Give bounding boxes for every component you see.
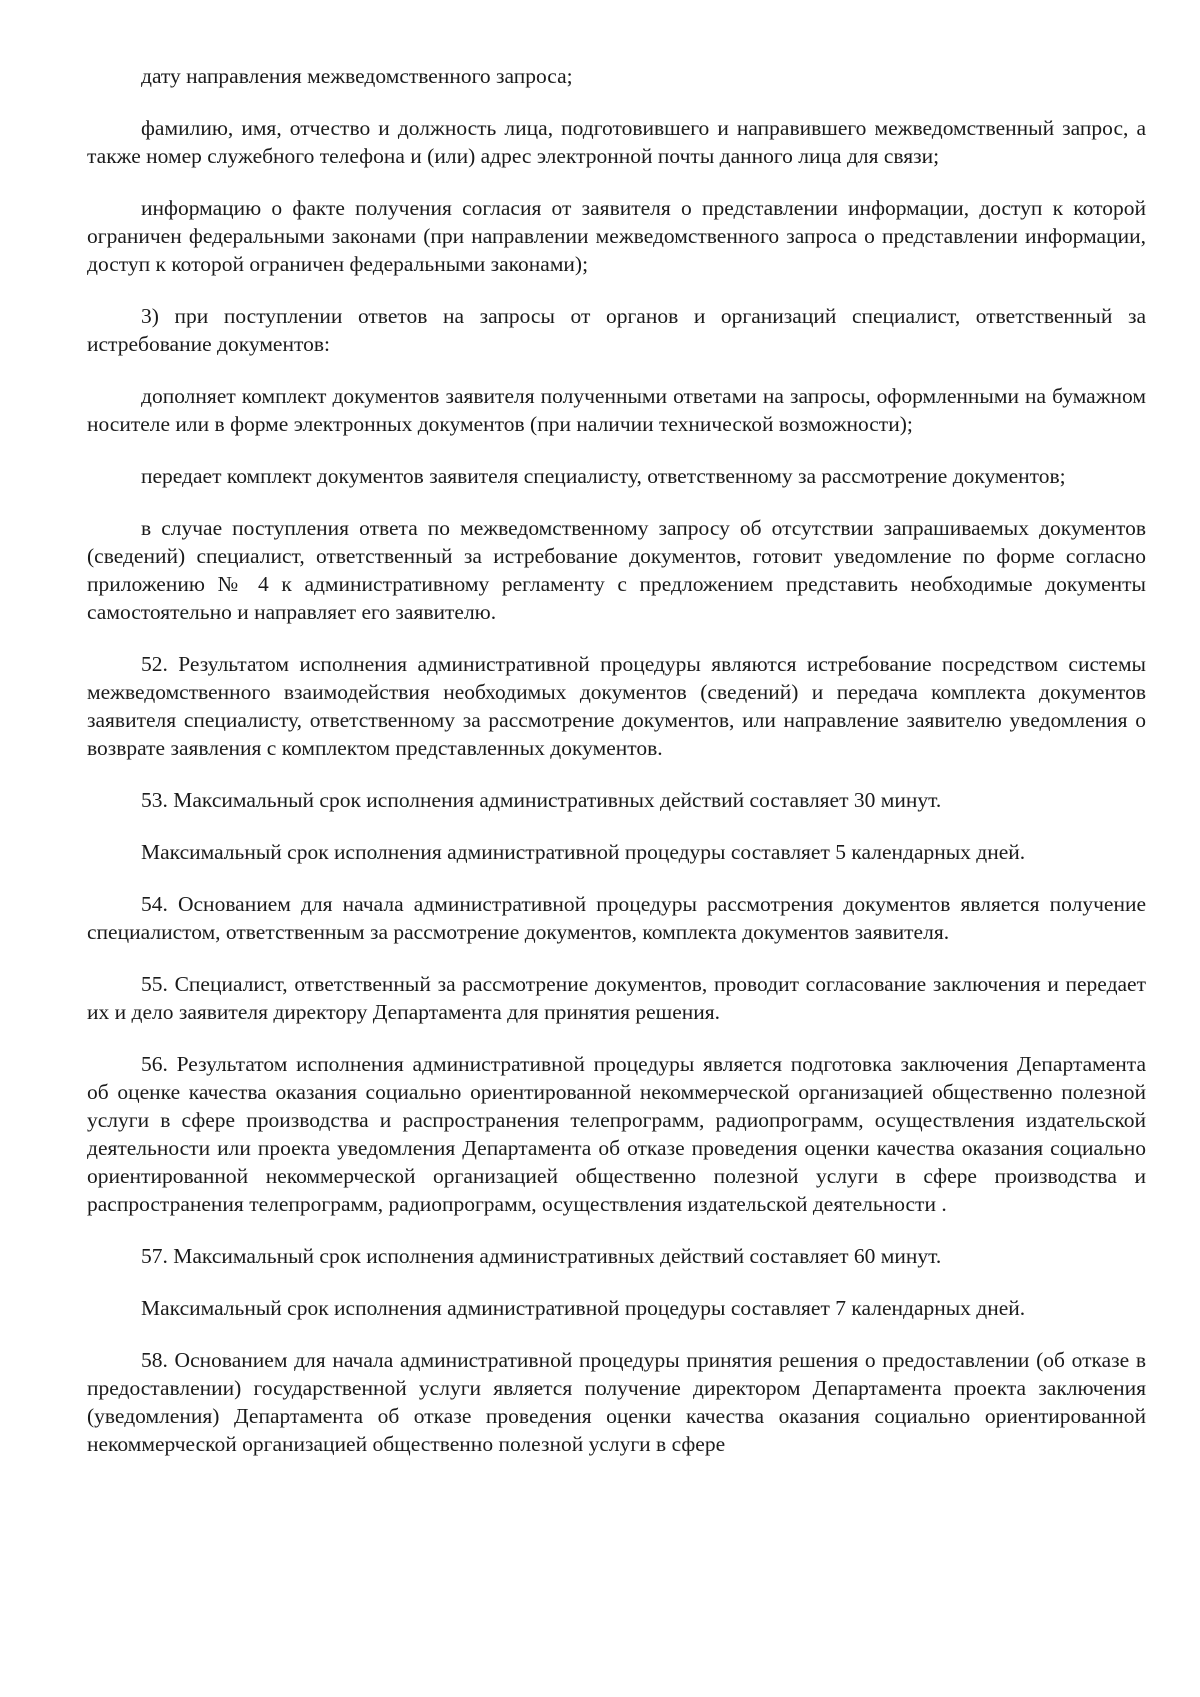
document-page (87, 62, 1146, 1482)
paragraph-consent-info: информацию о факте получения согласия от заявителя о представлении информации, доступ к которой ограничен федеральными законами (при направлении межведомственного запроса о представлении информации, доступ к которой ограничен федеральными законами); (87, 196, 1146, 276)
paragraph-missing-documents: в случае поступления ответа по межведомственному запросу об отсутствии запрашиваемых документов (сведений) специалист, ответственный за истребование документов, готовит уведомление по форме согласно приложению № 4 к административному регламенту с предложением представить необходимые документы самостоятельно и направляет его заявителю. (87, 516, 1146, 624)
paragraph-53: 53. Максимальный срок исполнения административных действий составляет 30 минут. (141, 788, 942, 812)
paragraph-request-date: дату направления межведомственного запроса; (141, 64, 573, 88)
paragraph-complete-set: дополняет комплект документов заявителя полученными ответами на запросы, оформленными на бумажном носителе или в форме электронных документов (при наличии технической возможности); (87, 384, 1146, 436)
paragraph-57: 57. Максимальный срок исполнения административных действий составляет 60 минут. (141, 1244, 942, 1268)
paragraph-55: 55. Специалист, ответственный за рассмотрение документов, проводит согласование заключения и передает их и дело заявителя директору Департамента для принятия решения. (87, 972, 1146, 1024)
paragraph-56: 56. Результатом исполнения административной процедуры является подготовка заключения Департамента об оценке качества оказания социально ориентированной некоммерческой организацией общественно полезной услуги в сфере производства и распространения телепрограмм, радиопрограмм, осуществления издательской деятельности или проекта уведомления Департамента об отказе проведения оценки качества оказания социально ориентированной некоммерческой организацией общественно полезной услуги в сфере производства и распространения телепрограмм, радиопрограмм, осуществления издательской деятельности . (87, 1052, 1146, 1216)
paragraph-procedure-term-5-days: Максимальный срок исполнения административной процедуры составляет 5 календарных дней. (141, 840, 1026, 864)
paragraph-54: 54. Основанием для начала административной процедуры рассмотрения документов является получение специалистом, ответственным за рассмотрение документов, комплекта документов заявителя. (87, 892, 1146, 944)
paragraph-item-3: 3) при поступлении ответов на запросы от органов и организаций специалист, ответственный за истребование документов: (87, 304, 1146, 356)
paragraph-sender-details: фамилию, имя, отчество и должность лица, подготовившего и направившего межведомственный запрос, а также номер служебного телефона и (или) адрес электронной почты данного лица для связи; (87, 116, 1146, 168)
paragraph-procedure-term-7-days: Максимальный срок исполнения административной процедуры составляет 7 календарных дней. (141, 1296, 1026, 1320)
paragraph-transfer-set: передает комплект документов заявителя специалисту, ответственному за рассмотрение документов; (141, 464, 1066, 488)
paragraph-58: 58. Основанием для начала административной процедуры принятия решения о предоставлении (об отказе в предоставлении) государственной услуги является получение директором Департамента проекта заключения (уведомления) Департамента об отказе проведения оценки качества оказания социально ориентированной некоммерческой организацией общественно полезной услуги в сфере (87, 1348, 1146, 1456)
paragraph-52: 52. Результатом исполнения административной процедуры являются истребование посредством системы межведомственного взаимодействия необходимых документов (сведений) и передача комплекта документов заявителя специалисту, ответственному за рассмотрение документов, или направление заявителю уведомления о возврате заявления с комплектом представленных документов. (87, 652, 1146, 760)
